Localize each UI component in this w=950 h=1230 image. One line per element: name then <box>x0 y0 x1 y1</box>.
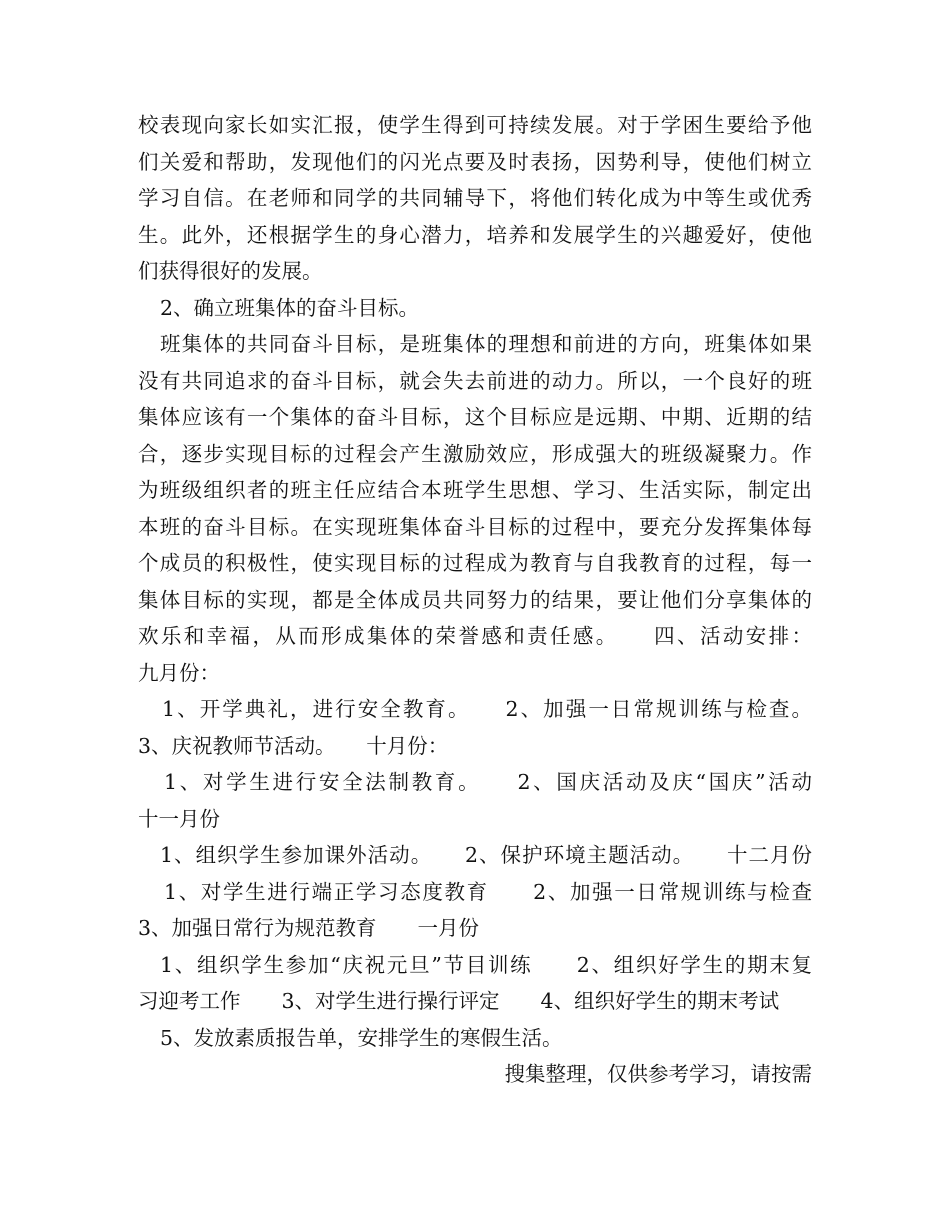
paragraph-line: 们获得很好的发展。 <box>138 259 323 283</box>
paragraph-line: 生。此外，还根据学生的身心潜力，培养和发展学生的兴趣爱好，使他 <box>138 222 812 247</box>
activity-line: 3、庆祝教师节活动。 十月份： <box>138 733 449 758</box>
paragraph-line: 集体目标的实现，都是全体成员共同努力的结果，要让他们分享集体的 <box>138 587 812 612</box>
activity-line: 1、对学生进行安全法制教育。 2、国庆活动及庆“国庆”活动 <box>164 770 812 794</box>
section-heading: 2、确立班集体的奋斗目标。 <box>160 295 420 320</box>
activity-line: 1、对学生进行端正学习态度教育 2、加强一日常规训练与检查 <box>164 879 812 904</box>
activity-line: 1、组织学生参加“庆祝元旦”节目训练 2、组织好学生的期末复 <box>160 952 812 977</box>
activity-line: 3、加强日常行为规范教育 一月份 <box>138 916 480 940</box>
activity-line: 1、组织学生参加课外活动。 2、保护环境主题活动。 十二月份 <box>160 843 812 867</box>
paragraph-line: 学习自信。在老师和同学的共同辅导下，将他们转化成为中等生或优秀 <box>138 186 812 210</box>
activity-line: 5、发放素质报告单，安排学生的寒假生活。 <box>160 1025 563 1050</box>
paragraph-line: 合，逐步实现目标的过程会产生激励效应，形成强大的班级凝聚力。作 <box>138 441 812 466</box>
paragraph-line: 为班级组织者的班主任应结合本班学生思想、学习、生活实际，制定出 <box>138 478 812 502</box>
month-heading: 九月份： <box>138 660 220 685</box>
paragraph-line: 集体应该有一个集体的奋斗目标，这个目标应是远期、中期、近期的结 <box>138 405 812 429</box>
paragraph-line: 欢乐和幸福，从而形成集体的荣誉感和责任感。 四、活动安排： <box>138 624 812 648</box>
footer-note: 搜集整理，仅供参考学习，请按需 <box>504 1062 812 1086</box>
paragraph-line: 个成员的积极性，使实现目标的过程成为教育与自我教育的过程，每一 <box>138 551 812 575</box>
paragraph-line: 本班的奋斗目标。在实现班集体奋斗目标的过程中，要充分发挥集体每 <box>138 514 812 539</box>
activity-line: 1、开学典礼，进行安全教育。 2、加强一日常规训练与检查。 <box>162 697 812 721</box>
document-body <box>138 107 812 1093</box>
paragraph-line: 班集体的共同奋斗目标，是班集体的理想和前进的方向，班集体如果 <box>160 332 812 356</box>
paragraph-line: 校表现向家长如实汇报，使学生得到可持续发展。对于学困生要给予他 <box>138 113 812 137</box>
paragraph-line: 们关爱和帮助，发现他们的闪光点要及时表扬，因势利导，使他们树立 <box>138 149 812 174</box>
month-heading: 十一月份 <box>138 806 220 831</box>
paragraph-line: 没有共同追求的奋斗目标，就会失去前进的动力。所以，一个良好的班 <box>138 368 812 393</box>
activity-line: 习迎考工作 3、对学生进行操行评定 4、组织好学生的期末考试 <box>138 989 780 1013</box>
